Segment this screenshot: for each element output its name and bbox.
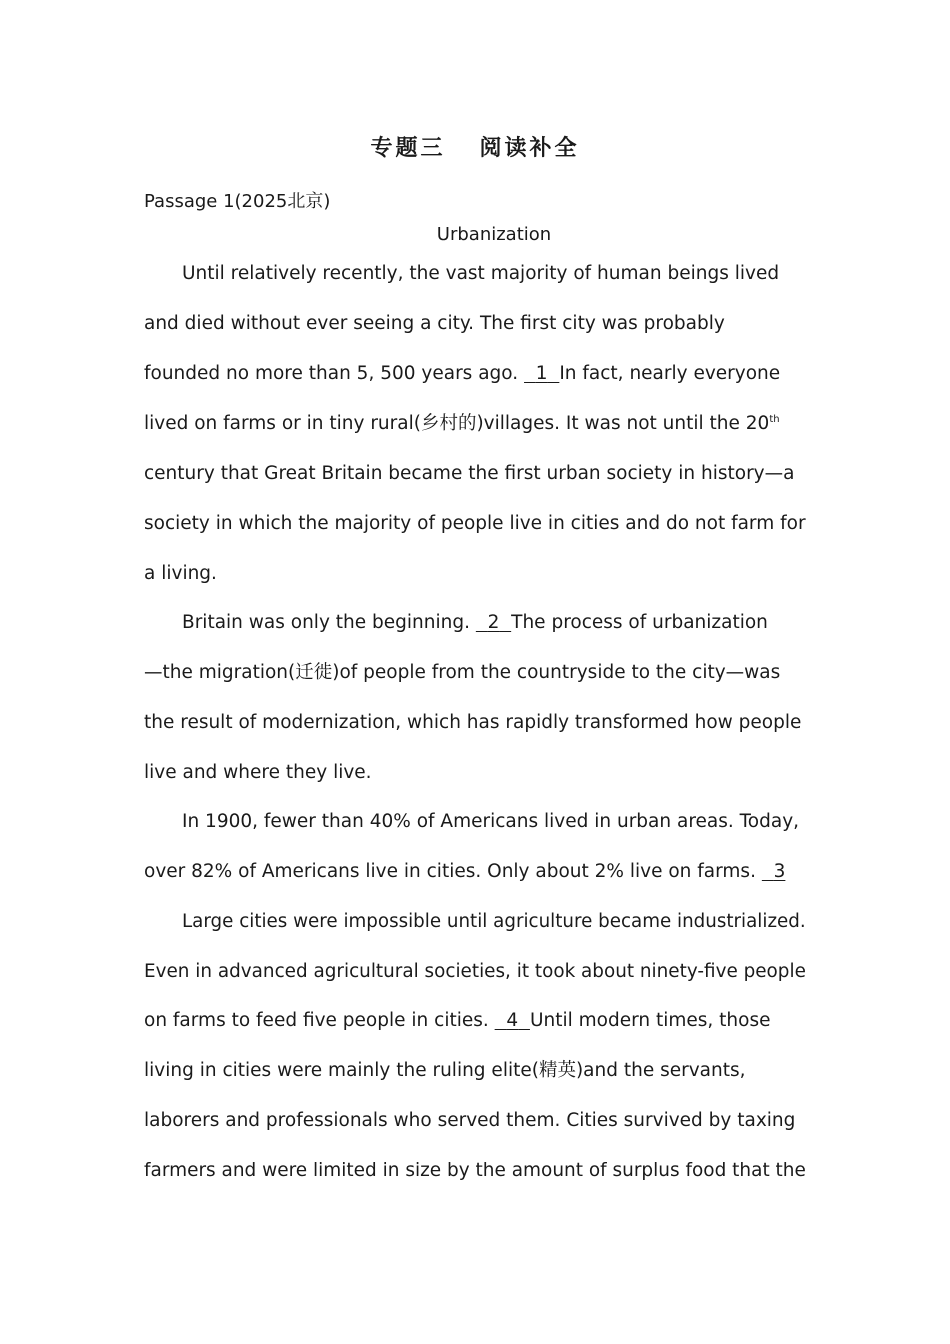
text-line: lived on farms or in tiny rural(乡村的)villages. It was not until the 20th bbox=[144, 413, 780, 434]
text-line: living in cities were mainly the ruling elite(精英)and the servants, bbox=[144, 1060, 746, 1081]
text-line: live and where they live. bbox=[144, 762, 372, 783]
text-line: farmers and were limited in size by the amount of surplus food that the bbox=[144, 1160, 806, 1181]
text-line: society in which the majority of people live in cities and do not farm for bbox=[144, 513, 806, 534]
text-line: a living. bbox=[144, 563, 217, 584]
text-line: over 82% of Americans live in cities. Only about 2% live on farms. 3 bbox=[144, 861, 786, 882]
blank-3[interactable]: 3 bbox=[773, 861, 786, 882]
blank-4[interactable]: 4 bbox=[506, 1010, 519, 1031]
blank-1[interactable]: 1 bbox=[535, 363, 548, 384]
text-line: Until relatively recently, the vast majority of human beings lived bbox=[182, 263, 780, 284]
text-line: laborers and professionals who served them. Cities survived by taxing bbox=[144, 1110, 796, 1131]
text-line: Even in advanced agricultural societies, it took about ninety-five people bbox=[144, 961, 806, 982]
text-line: and died without ever seeing a city. The first city was probably bbox=[144, 313, 725, 334]
text-line: the result of modernization, which has rapidly transformed how people bbox=[144, 712, 802, 733]
title-topic: 专题三 bbox=[370, 135, 446, 161]
passage-label: Passage 1(2025北京) bbox=[144, 191, 331, 212]
text-line: founded no more than 5, 500 years ago. 1 In fact, nearly everyone bbox=[144, 363, 781, 384]
text-line: In 1900, fewer than 40% of Americans lived in urban areas. Today, bbox=[182, 811, 800, 832]
text-line: Britain was only the beginning. 2 The process of urbanization bbox=[182, 612, 768, 633]
page-title bbox=[144, 131, 806, 162]
text-line: Large cities were impossible until agriculture became industrialized. bbox=[182, 911, 806, 932]
title-subject: 阅读补全 bbox=[479, 135, 580, 161]
text-line: century that Great Britain became the first urban society in history—a bbox=[144, 463, 795, 484]
text-line: —the migration(迁徙)of people from the countryside to the city—was bbox=[144, 662, 781, 683]
blank-2[interactable]: 2 bbox=[487, 612, 500, 633]
text-line: on farms to feed five people in cities. 4 Until modern times, those bbox=[144, 1010, 771, 1031]
passage-title: Urbanization bbox=[436, 224, 552, 245]
